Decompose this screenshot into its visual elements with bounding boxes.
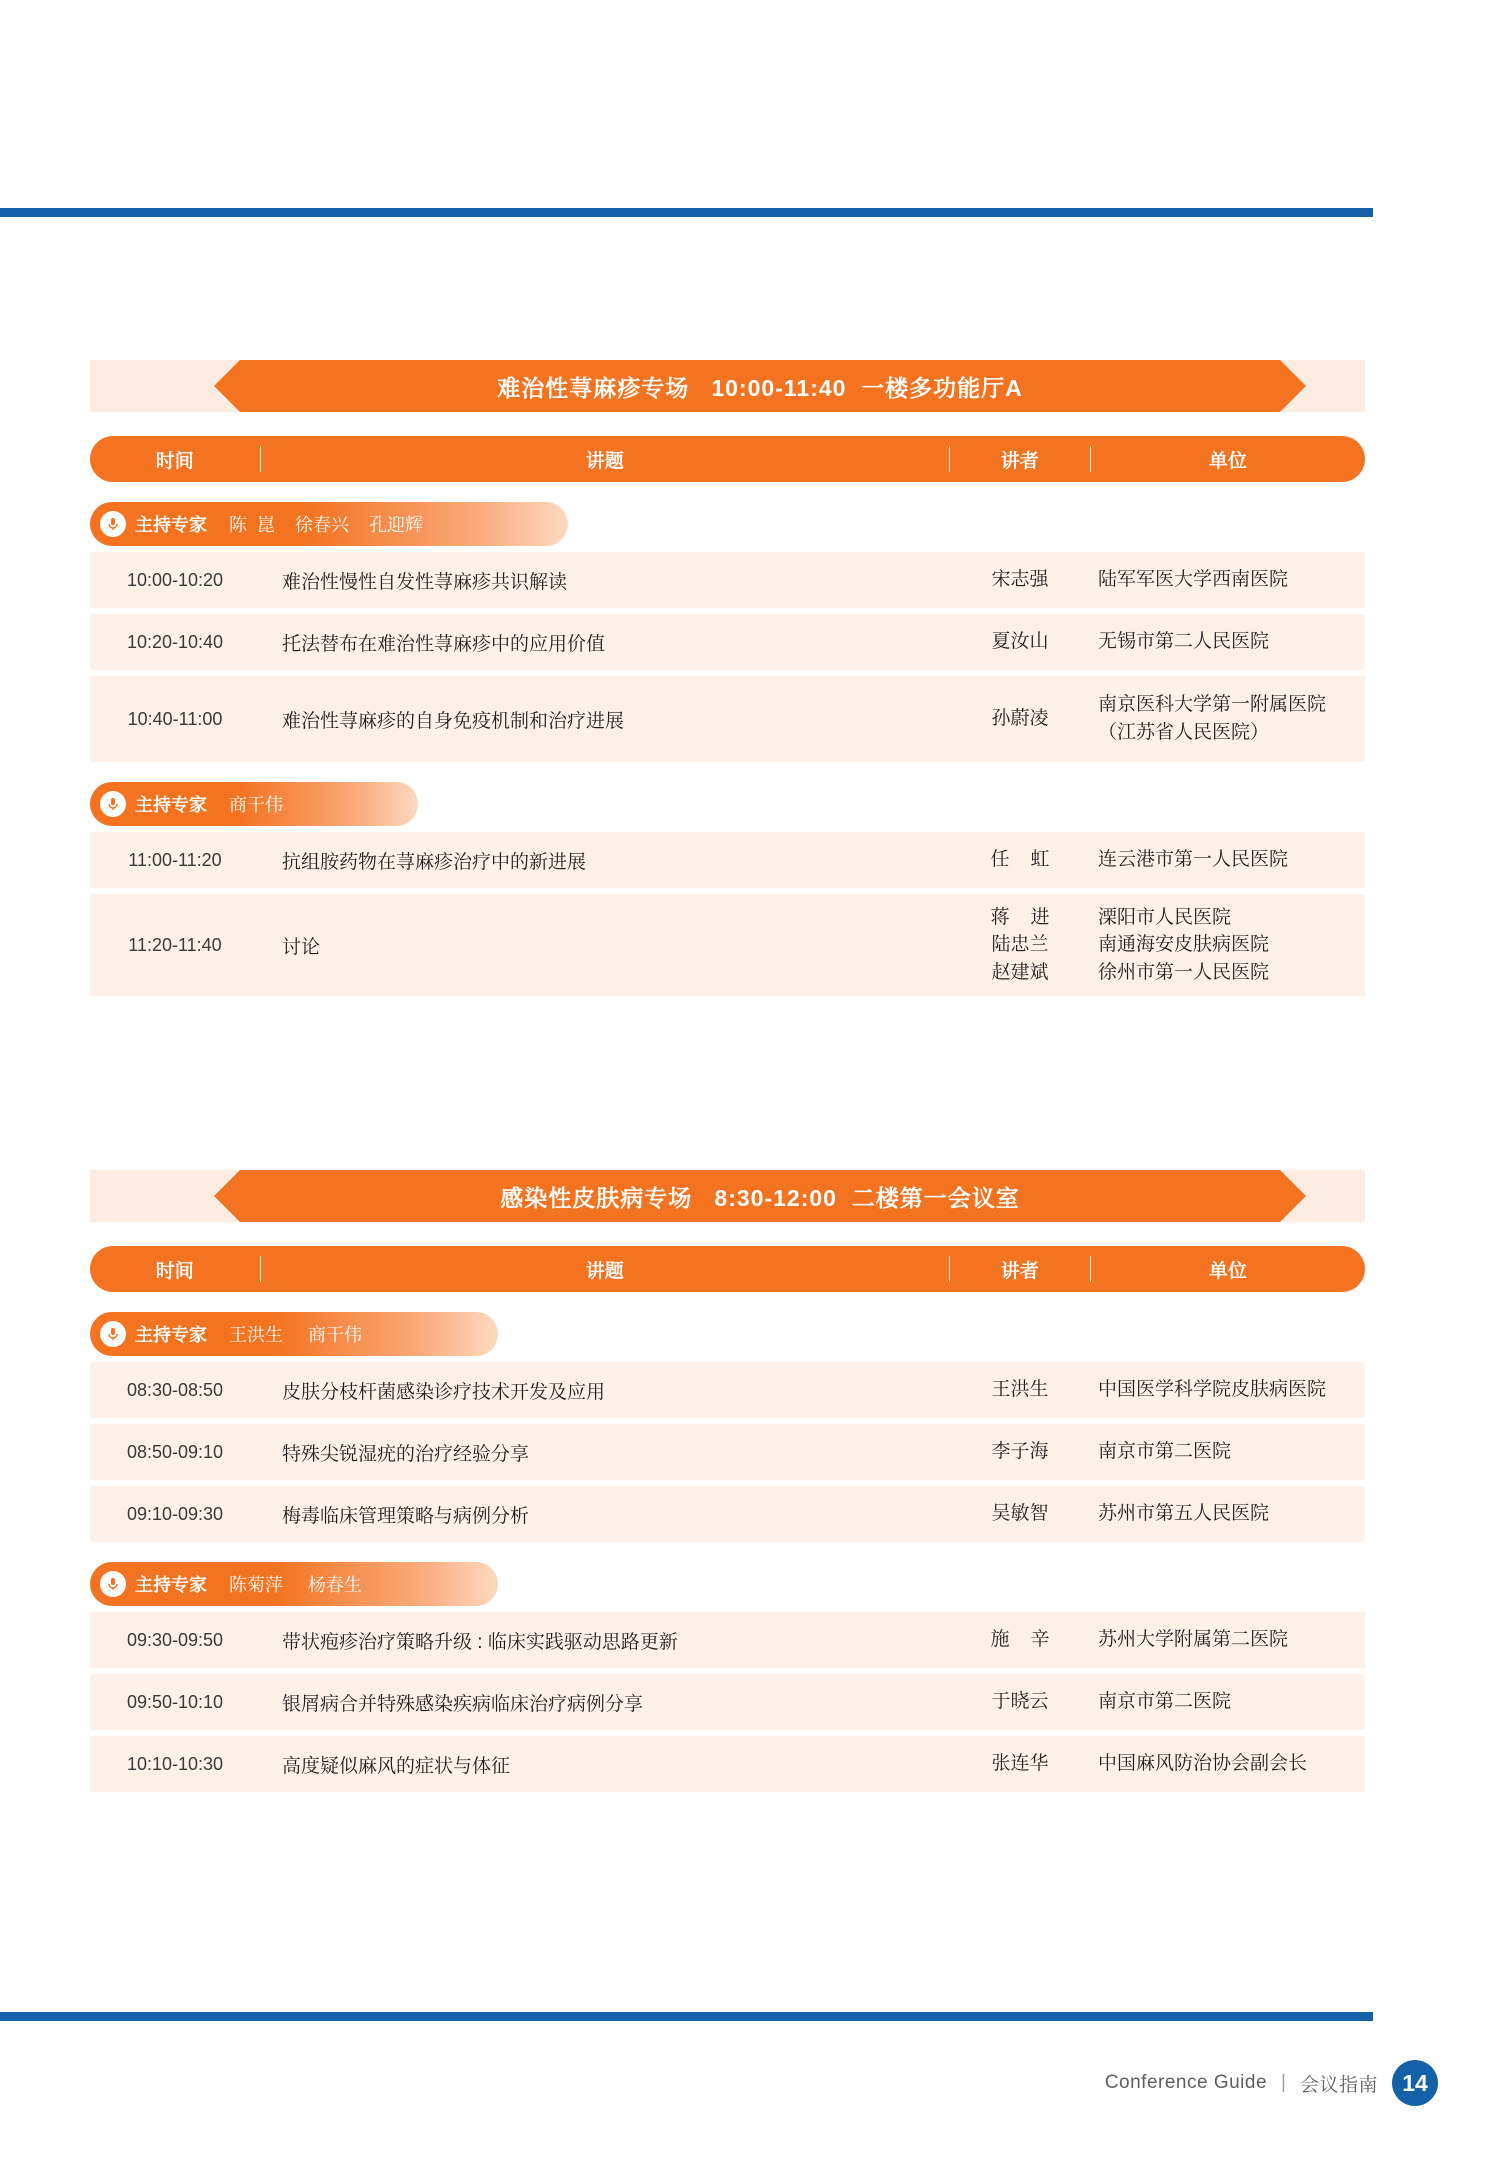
session-speaker [950, 1362, 1090, 1418]
session-row [90, 1736, 1365, 1792]
session-time: 10:40-11:00 [127, 708, 223, 729]
organization-name: 南通海安皮肤病医院 [1098, 934, 1270, 956]
footer-separator: | [1281, 2072, 1286, 2093]
host-row [90, 782, 1365, 826]
program-section [90, 360, 1365, 996]
organization-name: 中国医学科学院皮肤病医院 [1098, 1379, 1327, 1401]
session-topic: 梅毒临床管理策略与病例分析 [282, 1505, 530, 1527]
organization-name: 南京市第二医院 [1098, 1691, 1232, 1713]
footer-cn-label: 会议指南 [1299, 2074, 1378, 2096]
column-header-time: 时间 [155, 1260, 194, 1282]
banner-left-notch [214, 360, 240, 412]
organization-name: 中国麻风防治协会副会长 [1098, 1753, 1308, 1775]
column-header-topic: 讲题 [585, 1260, 624, 1282]
host-names: 王洪生 商干伟 [229, 1325, 363, 1345]
column-header-speaker: 讲者 [1000, 1260, 1039, 1282]
speaker-name: 于晓云 [991, 1691, 1049, 1713]
microphone-icon [100, 511, 126, 537]
session-row [90, 1612, 1365, 1668]
speaker-name: 陆忠兰 [991, 934, 1049, 956]
session-org [1090, 1612, 1365, 1668]
session-speaker [950, 614, 1090, 670]
host-row [90, 502, 1365, 546]
session-speaker [950, 1736, 1090, 1792]
session-topic: 银屑病合并特殊感染疾病临床治疗病例分享 [282, 1693, 644, 1715]
session-time: 11:00-11:20 [128, 849, 222, 870]
host-pill [90, 782, 418, 826]
bottom-rule [0, 2012, 1373, 2021]
session-org [1090, 1736, 1365, 1792]
column-header-time: 时间 [155, 450, 194, 472]
column-header-topic: 讲题 [585, 450, 624, 472]
section-banner [90, 1170, 1365, 1222]
organization-name: 连云港市第一人民医院 [1098, 849, 1289, 871]
microphone-icon [100, 1571, 126, 1597]
host-pill [90, 1312, 498, 1356]
session-time: 10:00-10:20 [126, 569, 224, 590]
speaker-name: 孙蔚凌 [991, 708, 1049, 730]
speaker-name: 吴敏智 [991, 1503, 1049, 1525]
session-speaker [950, 1424, 1090, 1480]
session-time: 10:10-10:30 [126, 1753, 224, 1774]
microphone-icon [100, 1321, 126, 1347]
session-org [1090, 832, 1365, 888]
organization-name: 苏州市第五人民医院 [1098, 1503, 1270, 1525]
session-row [90, 552, 1365, 608]
top-rule [0, 208, 1373, 217]
column-header-row [90, 1246, 1365, 1292]
session-row [90, 676, 1365, 762]
page-number-badge: 14 [1392, 2060, 1438, 2106]
speaker-name: 李子海 [991, 1441, 1049, 1463]
session-topic: 皮肤分枝杆菌感染诊疗技术开发及应用 [282, 1381, 606, 1403]
microphone-icon [100, 791, 126, 817]
speaker-name: 王洪生 [991, 1379, 1049, 1401]
column-header-row [90, 436, 1365, 482]
host-names: 陈 崑 徐春兴 孔迎辉 [229, 515, 424, 535]
session-time: 11:20-11:40 [128, 934, 222, 955]
footer [1105, 2060, 1438, 2106]
session-speaker [950, 832, 1090, 888]
speaker-name: 赵建斌 [991, 961, 1049, 983]
section-title: 感染性皮肤病专场 8:30-12:00 二楼第一会议室 [500, 1184, 1020, 1211]
session-row [90, 832, 1365, 888]
organization-name: 陆军军医大学西南医院 [1098, 569, 1289, 591]
session-speaker [950, 894, 1090, 996]
session-time: 09:50-10:10 [126, 1691, 224, 1712]
banner-right-notch [1280, 360, 1306, 412]
session-org [1090, 614, 1365, 670]
organization-name: 无锡市第二人民医院 [1098, 631, 1270, 653]
session-topic: 抗组胺药物在荨麻疹治疗中的新进展 [282, 851, 587, 873]
session-topic: 托法替布在难治性荨麻疹中的应用价值 [282, 633, 606, 655]
host-row [90, 1312, 1365, 1356]
program-section [90, 1170, 1365, 1792]
session-speaker [950, 1612, 1090, 1668]
organization-name: 溧阳市人民医院 [1098, 906, 1232, 928]
section-banner [90, 360, 1365, 412]
banner-left-notch [214, 1170, 240, 1222]
organization-name: 苏州大学附属第二医院 [1098, 1629, 1289, 1651]
session-time: 10:20-10:40 [126, 631, 224, 652]
session-topic: 讨论 [282, 936, 321, 958]
session-org [1090, 676, 1365, 762]
speaker-name: 宋志强 [991, 569, 1049, 591]
session-time: 09:10-09:30 [126, 1503, 224, 1524]
session-row [90, 1424, 1365, 1480]
speaker-name: 任 虹 [990, 849, 1050, 871]
session-org [1090, 552, 1365, 608]
session-org [1090, 894, 1365, 996]
session-org [1090, 1674, 1365, 1730]
session-topic: 难治性荨麻疹的自身免疫机制和治疗进展 [282, 710, 625, 732]
session-org [1090, 1362, 1365, 1418]
column-header-org: 单位 [1208, 1260, 1247, 1282]
session-time: 08:50-09:10 [126, 1441, 224, 1462]
host-row [90, 1562, 1365, 1606]
host-label: 主持专家 [135, 795, 207, 815]
host-label: 主持专家 [135, 1325, 207, 1345]
session-topic: 带状疱疹治疗策略升级 : 临床实践驱动思路更新 [282, 1631, 678, 1653]
session-row [90, 894, 1365, 996]
speaker-name: 蒋 进 [990, 906, 1050, 928]
banner-right-notch [1280, 1170, 1306, 1222]
organization-name: （江苏省人民医院） [1098, 722, 1270, 743]
speaker-name: 夏汝山 [991, 631, 1049, 653]
session-row [90, 1674, 1365, 1730]
column-header-speaker: 讲者 [1000, 450, 1039, 472]
session-org [1090, 1424, 1365, 1480]
session-time: 08:30-08:50 [126, 1379, 224, 1400]
session-row [90, 1486, 1365, 1542]
host-pill [90, 1562, 498, 1606]
session-time: 09:30-09:50 [126, 1629, 224, 1650]
column-header-org: 单位 [1208, 450, 1247, 472]
session-speaker [950, 1486, 1090, 1542]
session-row [90, 614, 1365, 670]
organization-name: 南京医科大学第一附属医院 [1098, 694, 1327, 716]
speaker-name: 施 辛 [990, 1629, 1050, 1651]
session-org [1090, 1486, 1365, 1542]
session-speaker [950, 1674, 1090, 1730]
session-speaker [950, 676, 1090, 762]
organization-name: 南京市第二医院 [1098, 1441, 1232, 1463]
section-title: 难治性荨麻疹专场 10:00-11:40 一楼多功能厅A [497, 374, 1023, 401]
host-label: 主持专家 [135, 1575, 207, 1595]
session-topic: 高度疑似麻风的症状与体征 [282, 1755, 511, 1777]
host-label: 主持专家 [135, 515, 207, 535]
speaker-name: 张连华 [991, 1753, 1049, 1775]
host-pill [90, 502, 568, 546]
host-names: 陈菊萍 杨春生 [229, 1575, 363, 1595]
host-names: 商干伟 [229, 795, 283, 815]
footer-en-label: Conference Guide [1104, 2072, 1268, 2093]
session-speaker [950, 552, 1090, 608]
session-topic: 特殊尖锐湿疣的治疗经验分享 [282, 1443, 530, 1465]
organization-name: 徐州市第一人民医院 [1098, 961, 1270, 983]
session-row [90, 1362, 1365, 1418]
session-topic: 难治性慢性自发性荨麻疹共识解读 [282, 571, 568, 593]
